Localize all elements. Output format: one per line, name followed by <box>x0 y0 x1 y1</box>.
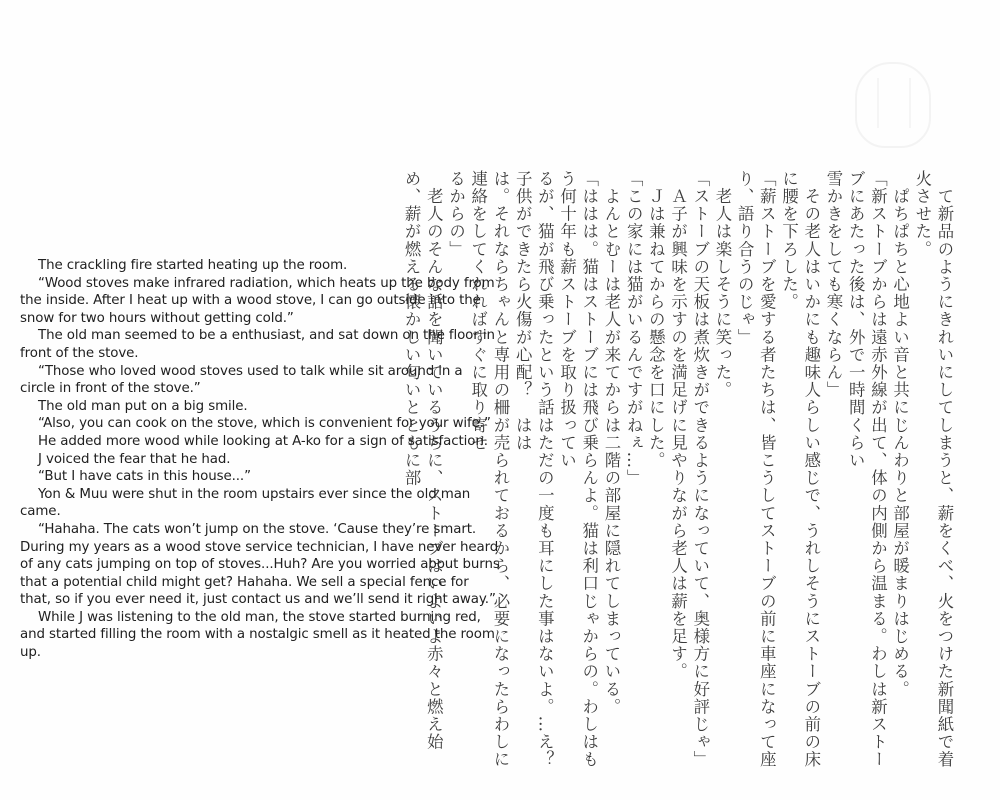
jp-column: Ｊは兼ねてからの懸念を口にした。 <box>646 170 666 470</box>
jp-column: ぱちぱちと心地よい音と共にじんわりと部屋が暖まりはじめる。 <box>890 170 910 698</box>
jp-column: 「ストーブの天板は煮炊きができるようになっていて、奥様方に好評じゃ」 <box>690 170 710 769</box>
jp-column: 雪かきをしても寒くならん」 <box>823 170 843 399</box>
jp-column: よんとむーは老人が来てからは二階の部屋に隠れてしまっている。 <box>601 170 621 716</box>
translation-paragraph: The old man seemed to be a enthusiast, and sat down on the floor in front of the stove. <box>20 328 495 361</box>
translation-paragraph: Yon & Muu were shut in the room upstairs ever since the old man came. <box>20 486 471 520</box>
jp-column: るからの」 <box>446 170 466 258</box>
translation-paragraph: The old man put on a big smile. <box>38 398 248 414</box>
jp-column: 「薪ストーブを愛する者たちは、皆こうしてストーブの前に車座になって座り、語り合うのじゃ」 <box>735 170 777 769</box>
translation-paragraph: He added more wood while looking at A-ko for a sign of satisfaction. <box>38 433 488 449</box>
faint-stamp-decoration <box>855 62 931 148</box>
jp-column: は。それならちゃんと専用の柵が売られておるから、必要になったらわしに連絡をしてくれればすぐに取り寄せ <box>468 170 510 769</box>
jp-column: 「新ストーブからは遠赤外線が出て、体の内側から温まる。わしは新ストーブにあたった後は、外で一時間くらい <box>846 170 888 769</box>
jp-column: 「ははは。猫はストーブには飛び乗らんよ。猫は利口じゃからの。わしはもう何十年も薪ストーブを取り扱ってい <box>557 170 599 769</box>
jp-column: 老人のそんな話を聞いているうちに、ストーブはいよいよ赤々と燃え始め、薪が燃える懐かしい匂いとともに部 <box>402 170 444 751</box>
translation-paragraph: “Wood stoves make infrared radiation, which heats up the body from the inside. After I heat up with a wood stove, I can go outside into the snow for two hours without getting cold.” <box>20 275 495 326</box>
translation-paragraph: “But I have cats in this house...” <box>38 469 251 485</box>
translation-paragraph: While J was listening to the old man, the stove started burning red, and started filling the room with a nostalgic smell as it heated the room up. <box>20 609 495 661</box>
jp-column: 老人は楽しそうに笑った。 <box>712 170 732 399</box>
translation-paragraph: “Hahaha. The cats won’t jump on the stove. ‘Cause they’re smart. During my years as a wood stove service technician, I have never heard of any cats jumping on top of stoves...Huh? Are you worried about burns that a potential child might get? Hahaha. We sell a special fence for that, so if you ever need it, just contact us and we’ll send it right away.” <box>20 521 500 608</box>
translation-paragraph: J voiced the fear that he had. <box>38 451 231 467</box>
jp-column: Ａ子が興味を示すのを満足げに見やりながら老人は薪を足す。 <box>668 170 688 681</box>
jp-column: 「この家には猫がいるんですがねぇ…」 <box>624 170 644 487</box>
english-translation-text <box>20 257 500 662</box>
translation-paragraph: The crackling fire started heating up the room. <box>38 258 348 273</box>
translation-paragraph: “Also, you can cook on the stove, which is convenient for your wife.” <box>38 416 491 432</box>
translation-paragraph: “Those who loved wood stoves used to talk while sit around in a circle in front of the stove.” <box>20 363 463 397</box>
jp-column: るが、猫が飛び乗ったという話はただの一度も耳にした事はないよ。…え？ 子供ができたら火傷が心配？ はは <box>513 170 555 786</box>
jp-column: その老人はいかにも趣味人らしい感じで、うれしそうにストーブの前の床に腰を下ろした。 <box>779 170 821 769</box>
faint-stamp-inner <box>877 78 911 128</box>
jp-column: て新品のようにきれいにしてしまうと、薪をくべ、火をつけた新聞紙で着火させた。 <box>912 170 954 769</box>
